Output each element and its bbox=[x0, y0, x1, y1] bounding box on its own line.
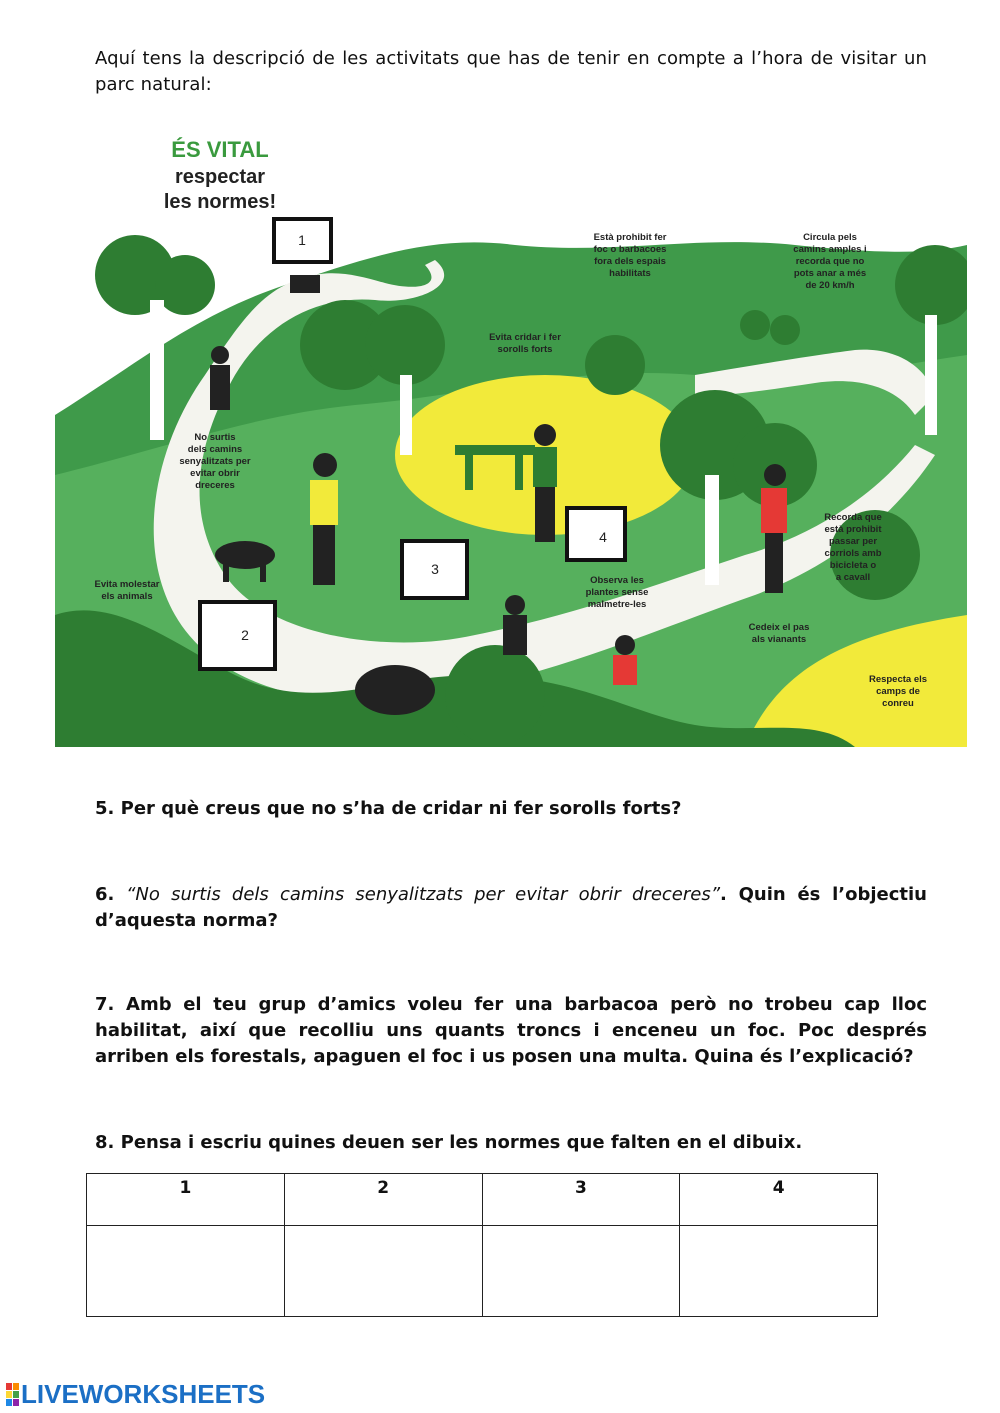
intro-text: Aquí tens la descripció de les activitats que has de tenir en compte a l’hora de visitar un parc natural: bbox=[95, 48, 927, 95]
label-foc-4: habilitats bbox=[609, 268, 651, 279]
answer-header-3: 3 bbox=[482, 1174, 680, 1226]
label-foc-2: foc o barbacoes bbox=[593, 244, 667, 255]
label-circula-2: camins amples i bbox=[793, 244, 867, 255]
brand-name: LIVEWORKSHEETS bbox=[21, 1378, 266, 1409]
label-surtis-4: evitar obrir bbox=[190, 468, 240, 479]
label-plantes-2: plantes sense bbox=[585, 587, 649, 598]
label-recorda-2: està prohibit bbox=[824, 524, 882, 535]
label-animals-1: Evita molestar bbox=[94, 579, 160, 590]
park-rules-illustration bbox=[55, 115, 967, 747]
box-4-number: 4 bbox=[599, 529, 607, 545]
answer-cell-2[interactable] bbox=[284, 1226, 482, 1317]
question-6 bbox=[95, 882, 927, 934]
answer-table bbox=[86, 1173, 878, 1317]
label-animals-2: els animals bbox=[101, 591, 153, 602]
label-circula-5: de 20 km/h bbox=[805, 280, 855, 291]
title-line-1: ÉS VITAL bbox=[171, 137, 269, 162]
question-7-text: Amb el teu grup d’amics voleu fer una barbacoa però no trobeu cap lloc habilitat, així que recolliu uns quants troncs i enceneu un foc. Poc després arriben els forestals, apaguen el foc i us posen una multa. Quina és l’explicació? bbox=[95, 994, 927, 1067]
question-5-number: 5. bbox=[95, 798, 115, 819]
label-recorda-1: Recorda que bbox=[824, 512, 882, 523]
label-respecta-1: Respecta els bbox=[868, 674, 928, 685]
label-circula-4: pots anar a més bbox=[793, 268, 867, 279]
label-surtis-5: dreceres bbox=[195, 480, 235, 491]
label-recorda-3: passar per bbox=[828, 536, 878, 547]
answer-header-4: 4 bbox=[680, 1174, 878, 1226]
box-1-number: 1 bbox=[298, 232, 306, 248]
illustration-svg bbox=[55, 115, 967, 747]
answer-cell-3[interactable] bbox=[482, 1226, 680, 1317]
label-cridar-2: sorolls forts bbox=[497, 344, 553, 355]
title-line-2: respectar bbox=[174, 166, 266, 188]
label-foc-1: Està prohibit fer bbox=[593, 232, 667, 243]
answer-header-2: 2 bbox=[284, 1174, 482, 1226]
answer-header-1: 1 bbox=[87, 1174, 285, 1226]
label-cedeix-2: als vianants bbox=[751, 634, 807, 645]
label-circula-1: Circula pels bbox=[803, 232, 857, 243]
label-surtis-3: senyalitzats per bbox=[179, 456, 251, 467]
label-plantes-1: Observa les bbox=[590, 575, 644, 586]
question-8-number: 8. bbox=[95, 1132, 115, 1153]
label-recorda-5: bicicleta o bbox=[829, 560, 877, 571]
label-surtis-1: No surtis bbox=[194, 432, 236, 443]
box-3-number: 3 bbox=[431, 561, 439, 577]
question-8-text: Pensa i escriu quines deuen ser les normes que falten en el dibuix. bbox=[120, 1132, 803, 1153]
question-6-quote: “No surtis dels camins senyalitzats per evitar obrir dreceres” bbox=[126, 884, 721, 905]
label-recorda-6: a cavall bbox=[835, 572, 871, 583]
label-recorda-4: corriols amb bbox=[824, 548, 882, 559]
answer-table-input-row bbox=[87, 1226, 878, 1317]
title-line-3: les normes! bbox=[163, 191, 277, 213]
question-5-text: Per què creus que no s’ha de cridar ni fer sorolls forts? bbox=[120, 798, 682, 819]
answer-table-header-row bbox=[87, 1174, 878, 1226]
label-plantes-3: malmetre-les bbox=[587, 599, 647, 610]
liveworksheets-logo-icon bbox=[6, 1383, 19, 1406]
label-cridar-1: Evita cridar i fer bbox=[489, 332, 561, 343]
question-5 bbox=[95, 796, 927, 822]
footer-logo[interactable] bbox=[6, 1380, 265, 1408]
answer-cell-4[interactable] bbox=[680, 1226, 878, 1317]
question-7 bbox=[95, 992, 927, 1070]
label-foc-3: fora dels espais bbox=[594, 256, 666, 267]
label-circula-3: recorda que no bbox=[795, 256, 865, 267]
question-8 bbox=[95, 1130, 927, 1156]
question-6-text: . Quin és l’objectiu d’aquesta norma? bbox=[95, 884, 927, 931]
question-6-number: 6. bbox=[95, 884, 115, 905]
label-surtis-2: dels camins bbox=[187, 444, 243, 455]
answer-cell-1[interactable] bbox=[87, 1226, 285, 1317]
box-2-number: 2 bbox=[241, 627, 249, 643]
question-7-number: 7. bbox=[95, 994, 115, 1015]
label-respecta-2: camps de bbox=[876, 686, 920, 697]
label-respecta-3: conreu bbox=[882, 698, 914, 709]
label-cedeix-1: Cedeix el pas bbox=[748, 622, 810, 633]
